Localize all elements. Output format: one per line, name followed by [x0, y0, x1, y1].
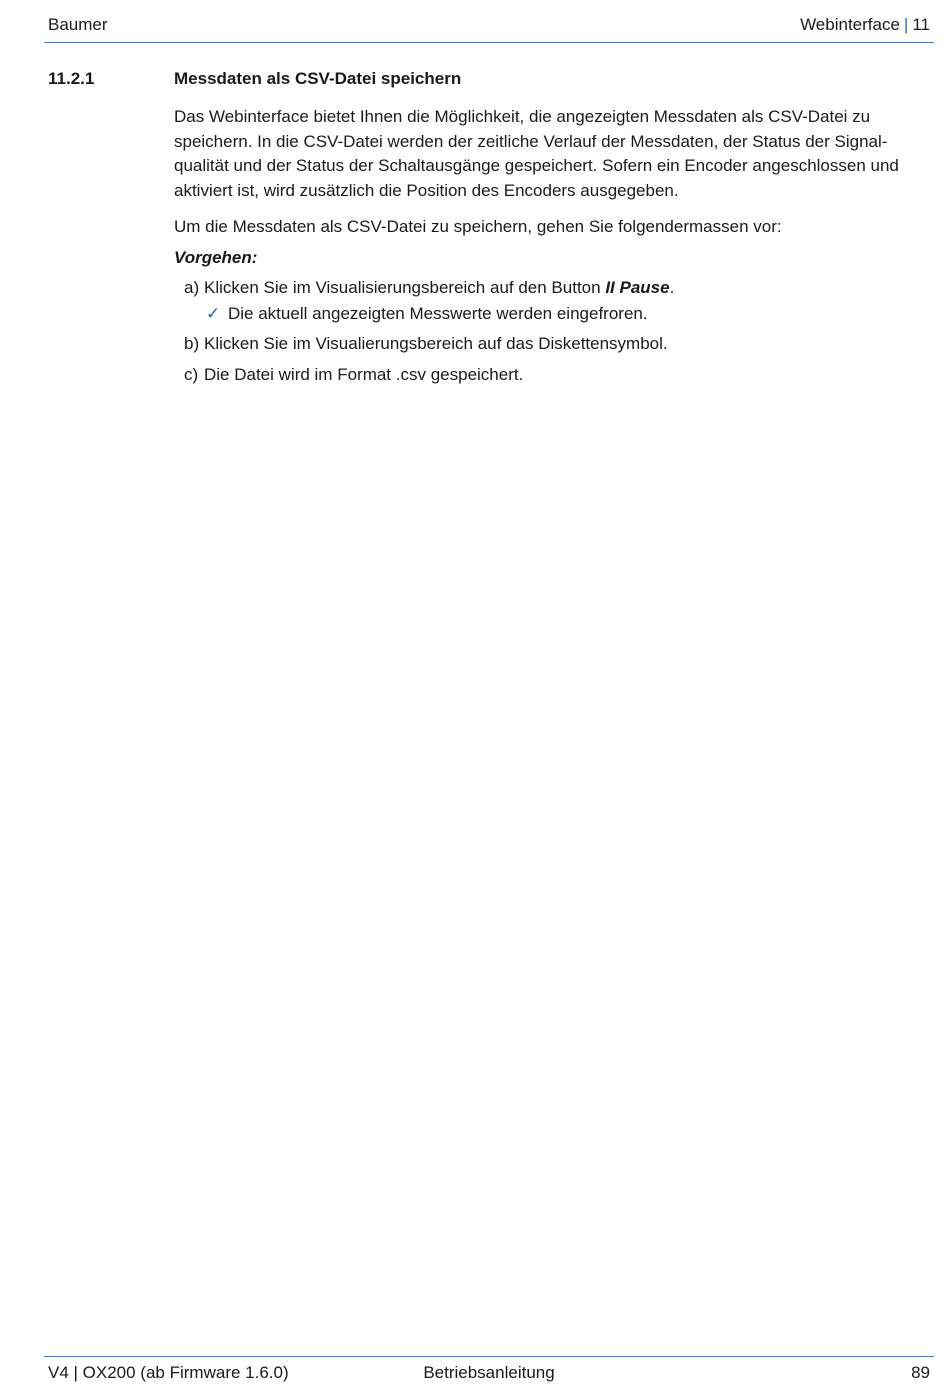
instruction-paragraph: Um die Messdaten als CSV-Datei zu speichern, gehen Sie folgendermassen vor:	[174, 217, 782, 236]
section-number: 11.2.1	[48, 69, 95, 88]
page-header	[44, 12, 934, 43]
header-chapter-title: Webinterface	[800, 15, 900, 34]
header-company: Baumer	[48, 15, 108, 34]
header-separator: |	[903, 15, 909, 34]
intro-paragraph: Das Webinterface bietet Ihnen die Möglichkeit, die angezeigten Messdaten als CSV-Datei zu speichern. In die CSV-Datei werden der zeitliche Verlauf der Messdaten, der Status der Signal-qualität und der Status der Schaltausgänge gespeichert. Sofern ein Encoder angeschlossen und aktiviert ist, wird zusätzlich die Position des Encoders ausgegeben.	[174, 107, 899, 200]
step-text: Klicken Sie im Visualierungsbereich auf das Diskettensymbol.	[204, 334, 668, 353]
header-chapter	[800, 15, 930, 35]
procedure-label: Vorgehen:	[174, 247, 258, 267]
header-chapter-number: 11	[912, 15, 930, 34]
pause-button-reference: II Pause	[605, 278, 670, 297]
step-letter: a)	[184, 278, 200, 297]
checkmark-icon: ✓	[206, 303, 221, 323]
step-text-end: .	[669, 278, 675, 297]
section-content	[174, 105, 926, 387]
section-title: Messdaten als CSV-Datei speichern	[174, 69, 462, 88]
footer-version: V4 | OX200 (ab Firmware 1.6.0)	[48, 1363, 289, 1382]
result-text: Die aktuell angezeigten Messwerte werden eingefroren.	[228, 303, 648, 323]
step-b	[184, 332, 926, 357]
step-a-result	[206, 302, 926, 327]
step-letter: c)	[184, 364, 199, 384]
footer-page-number: 89	[911, 1363, 930, 1382]
page-footer	[44, 1356, 934, 1387]
step-text: Die Datei wird im Format .csv gespeichert.	[204, 364, 524, 384]
step-text: Klicken Sie im Visualisierungsbereich auf den Button	[204, 278, 606, 297]
footer-doc-type: Betriebsanleitung	[423, 1363, 555, 1382]
step-letter: b)	[184, 334, 200, 353]
step-a	[184, 276, 926, 301]
step-c	[184, 363, 926, 388]
